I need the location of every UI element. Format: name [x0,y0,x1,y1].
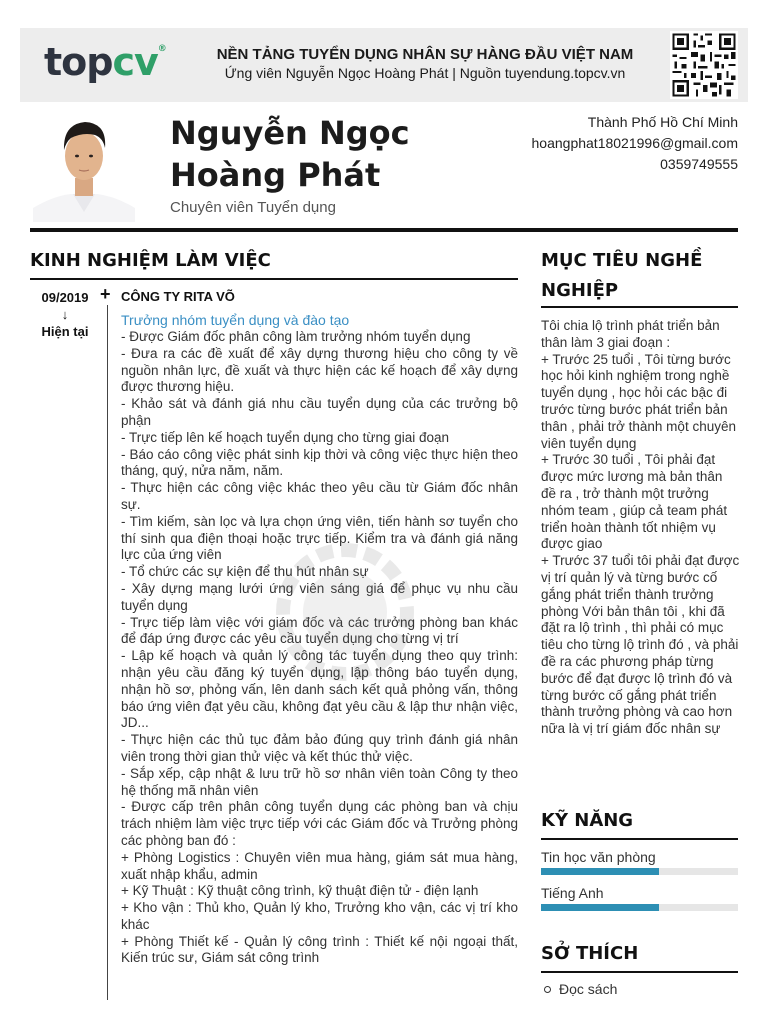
duty-item: - Tìm kiếm, sàn lọc và lựa chọn ứng viên, tiến hành sơ tuyển cho thí sinh qua điện thoại hoặc trực tiếp. Kiểm tra và đánh giá năng lực của ứng viên [121,513,518,563]
skill-bar [541,868,738,875]
duty-item: - Trực tiếp lên kế hoạch tuyển dụng cho từng giai đoạn [121,429,450,445]
duty-item: - Được Giám đốc phân công làm trưởng nhóm tuyển dụng [121,329,471,344]
contact-email[interactable]: hoangphat18021996@gmail.com [531,135,738,151]
experience-dates [30,289,100,340]
hobby-item [541,981,617,997]
header-divider [30,228,738,232]
experience-duties [121,329,518,967]
objective-section-title: MỤC TIÊU NGHỀ NGHIỆP [541,250,703,301]
timeline-plus-icon: + [100,284,111,304]
duty-item: - Khảo sát và đánh giá nhu cầu tuyển dụng của các trưởng bộ phận [121,396,518,428]
banner-subtitle: Ứng viên Nguyễn Ngọc Hoàng Phát | Nguồn tuyendung.topcv.vn [224,65,626,81]
candidate-name: Nguyễn Ngọc Hoàng Phát [170,114,410,194]
experience-section-title: KINH NGHIỆM LÀM VIỆC [30,250,271,271]
contact-city: Thành Phố Hồ Chí Minh [587,114,738,130]
duty-item: - Báo cáo công việc phát sinh kịp thời và công việc thực hiện theo tháng, quý, nửa năm, năm. [121,446,518,479]
objective-line: + Trước 37 tuổi tôi phải đạt được vị trí quản lý và từng bước cố gắng phát triển thành trưởng phòng Với bản thân tôi , khi đã đặt ra lộ trình , thì phải có mục tiêu cho từng lộ trình đó , và phải đề ra các phương pháp từng bước để đạt được lộ trình đó và từng bước cố gắng phát triển thành trưởng phòng và cao hơn nữa là vị trí giám đốc nhân sự [541,553,740,737]
logo-top: top [44,40,113,84]
experience-divider [30,278,518,280]
objective-line: + Trước 25 tuổi , Tôi từng bước học hỏi kinh nghiệm trong nghề tuyển dụng , học hỏi các bậc đi trước từng bước phát triển bản thân , phải trở thành một chuyên viên tuyển dụng [541,351,736,451]
objective-text [541,318,741,738]
hobby-label: Đọc sách [559,981,618,997]
duty-item: - Được cấp trên phân công tuyển dụng các phòng ban và chịu trách nhiệm làm việc trực tiếp với các Giám đốc và Trưởng phòng các phòng ban đó : [121,799,518,848]
skill-label: Tin học văn phòng [541,849,656,865]
skill-bar-fill [541,904,659,911]
duty-item: - Tổ chức các sự kiện để thu hút nhân sự [121,564,369,580]
duty-item: + Kho vận : Thủ kho, Quản lý kho, Trưởng kho vận, các vị trí kho khác [121,900,518,932]
company-name: CÔNG TY RITA VÕ [121,289,235,304]
experience-start-date: 09/2019 [41,290,89,305]
profile-photo [33,108,135,222]
experience-role: Trưởng nhóm tuyển dụng và đào tạo [121,312,350,328]
duty-item: - Xây dựng mạng lưới ứng viên sáng giá để phục vụ nhu cầu tuyển dụng [121,580,518,613]
experience-end-date: Hiện tại [41,324,89,339]
topcv-logo[interactable] [44,40,166,84]
logo-registered-mark: ® [157,44,166,54]
duty-item: - Thực hiện các thủ tục đảm bảo đúng quy trình đánh giá nhân viên trong thời gian thử việc và kết thúc thử việc. [121,732,518,764]
skill-bar-fill [541,868,659,875]
objective-divider [541,306,738,308]
bullet-circle-icon [544,986,551,993]
objective-line: Tôi chia lộ trình phát triển bản thân làm 3 giai đoạn : [541,318,720,350]
duty-item: - Đưa ra các đề xuất để xây dựng thương hiệu cho công ty về nguồn nhân lực, đề xuất và thực hiện các kế hoạch để xây dựng được thương hiệu. [121,345,518,395]
duty-item: - Lập kế hoạch và quản lý công tác tuyển dụng theo quy trình: nhận yêu cầu đăng ký tuyển dụng, lập thông báo tuyển dụng, nhận hồ sơ, phỏng vấn, lên danh sách kết quả phỏng vấn, thông báo ứng viên đạt yêu cầu, không đạt yêu cầu & lập thư nhận việc, JD... [121,648,518,731]
duty-item: + Phòng Logistics : Chuyên viên mua hàng, giám sát mua hàng, xuất nhập khẩu, admin [121,849,518,882]
objective-line: + Trước 30 tuổi , Tôi phải đạt được mức lương mà bản thân đề ra , trở thành một trưởng nhóm team , giúp cả team phát triển hoàn thành tốt nhiệm vụ được giao [541,452,728,552]
duty-item: - Thực hiện các công việc khác theo yêu cầu từ Giám đốc nhân sự. [121,480,518,512]
skill-label: Tiếng Anh [541,885,604,901]
hobbies-divider [541,971,738,973]
qr-code-icon [670,31,738,99]
down-arrow-icon: ↓ [61,307,69,322]
hobbies-section-title: SỞ THÍCH [541,943,639,964]
contact-block [532,112,738,175]
timeline-line [107,305,108,1000]
duty-item: + Phòng Thiết kế - Quản lý công trình : Thiết kế nội ngoại thất, Kiến trúc sư, Giám sát công trình [121,933,518,966]
skills-divider [541,838,738,840]
duty-item: - Sắp xếp, cập nhật & lưu trữ hồ sơ nhân viên toàn Công ty theo hệ thống mã nhân viên [121,765,518,798]
contact-phone[interactable]: 0359749555 [660,156,738,172]
duty-item: - Trực tiếp làm việc với giám đốc và các trưởng phòng ban khác để đáp ứng được các yêu cầu tuyển dụng cho từng vị trí [121,614,518,647]
skill-bar [541,904,738,911]
candidate-job-title: Chuyên viên Tuyển dụng [170,199,336,216]
duty-item: + Kỹ Thuật : Kỹ thuật công trình, kỹ thuật điện tử - điện lạnh [121,883,479,899]
skills-section-title: KỸ NĂNG [541,810,634,831]
logo-cv: cv [112,40,158,84]
header-banner [20,28,748,102]
banner-title: NỀN TẢNG TUYỂN DỤNG NHÂN SỰ HÀNG ĐẦU VIỆT NAM [216,46,634,63]
